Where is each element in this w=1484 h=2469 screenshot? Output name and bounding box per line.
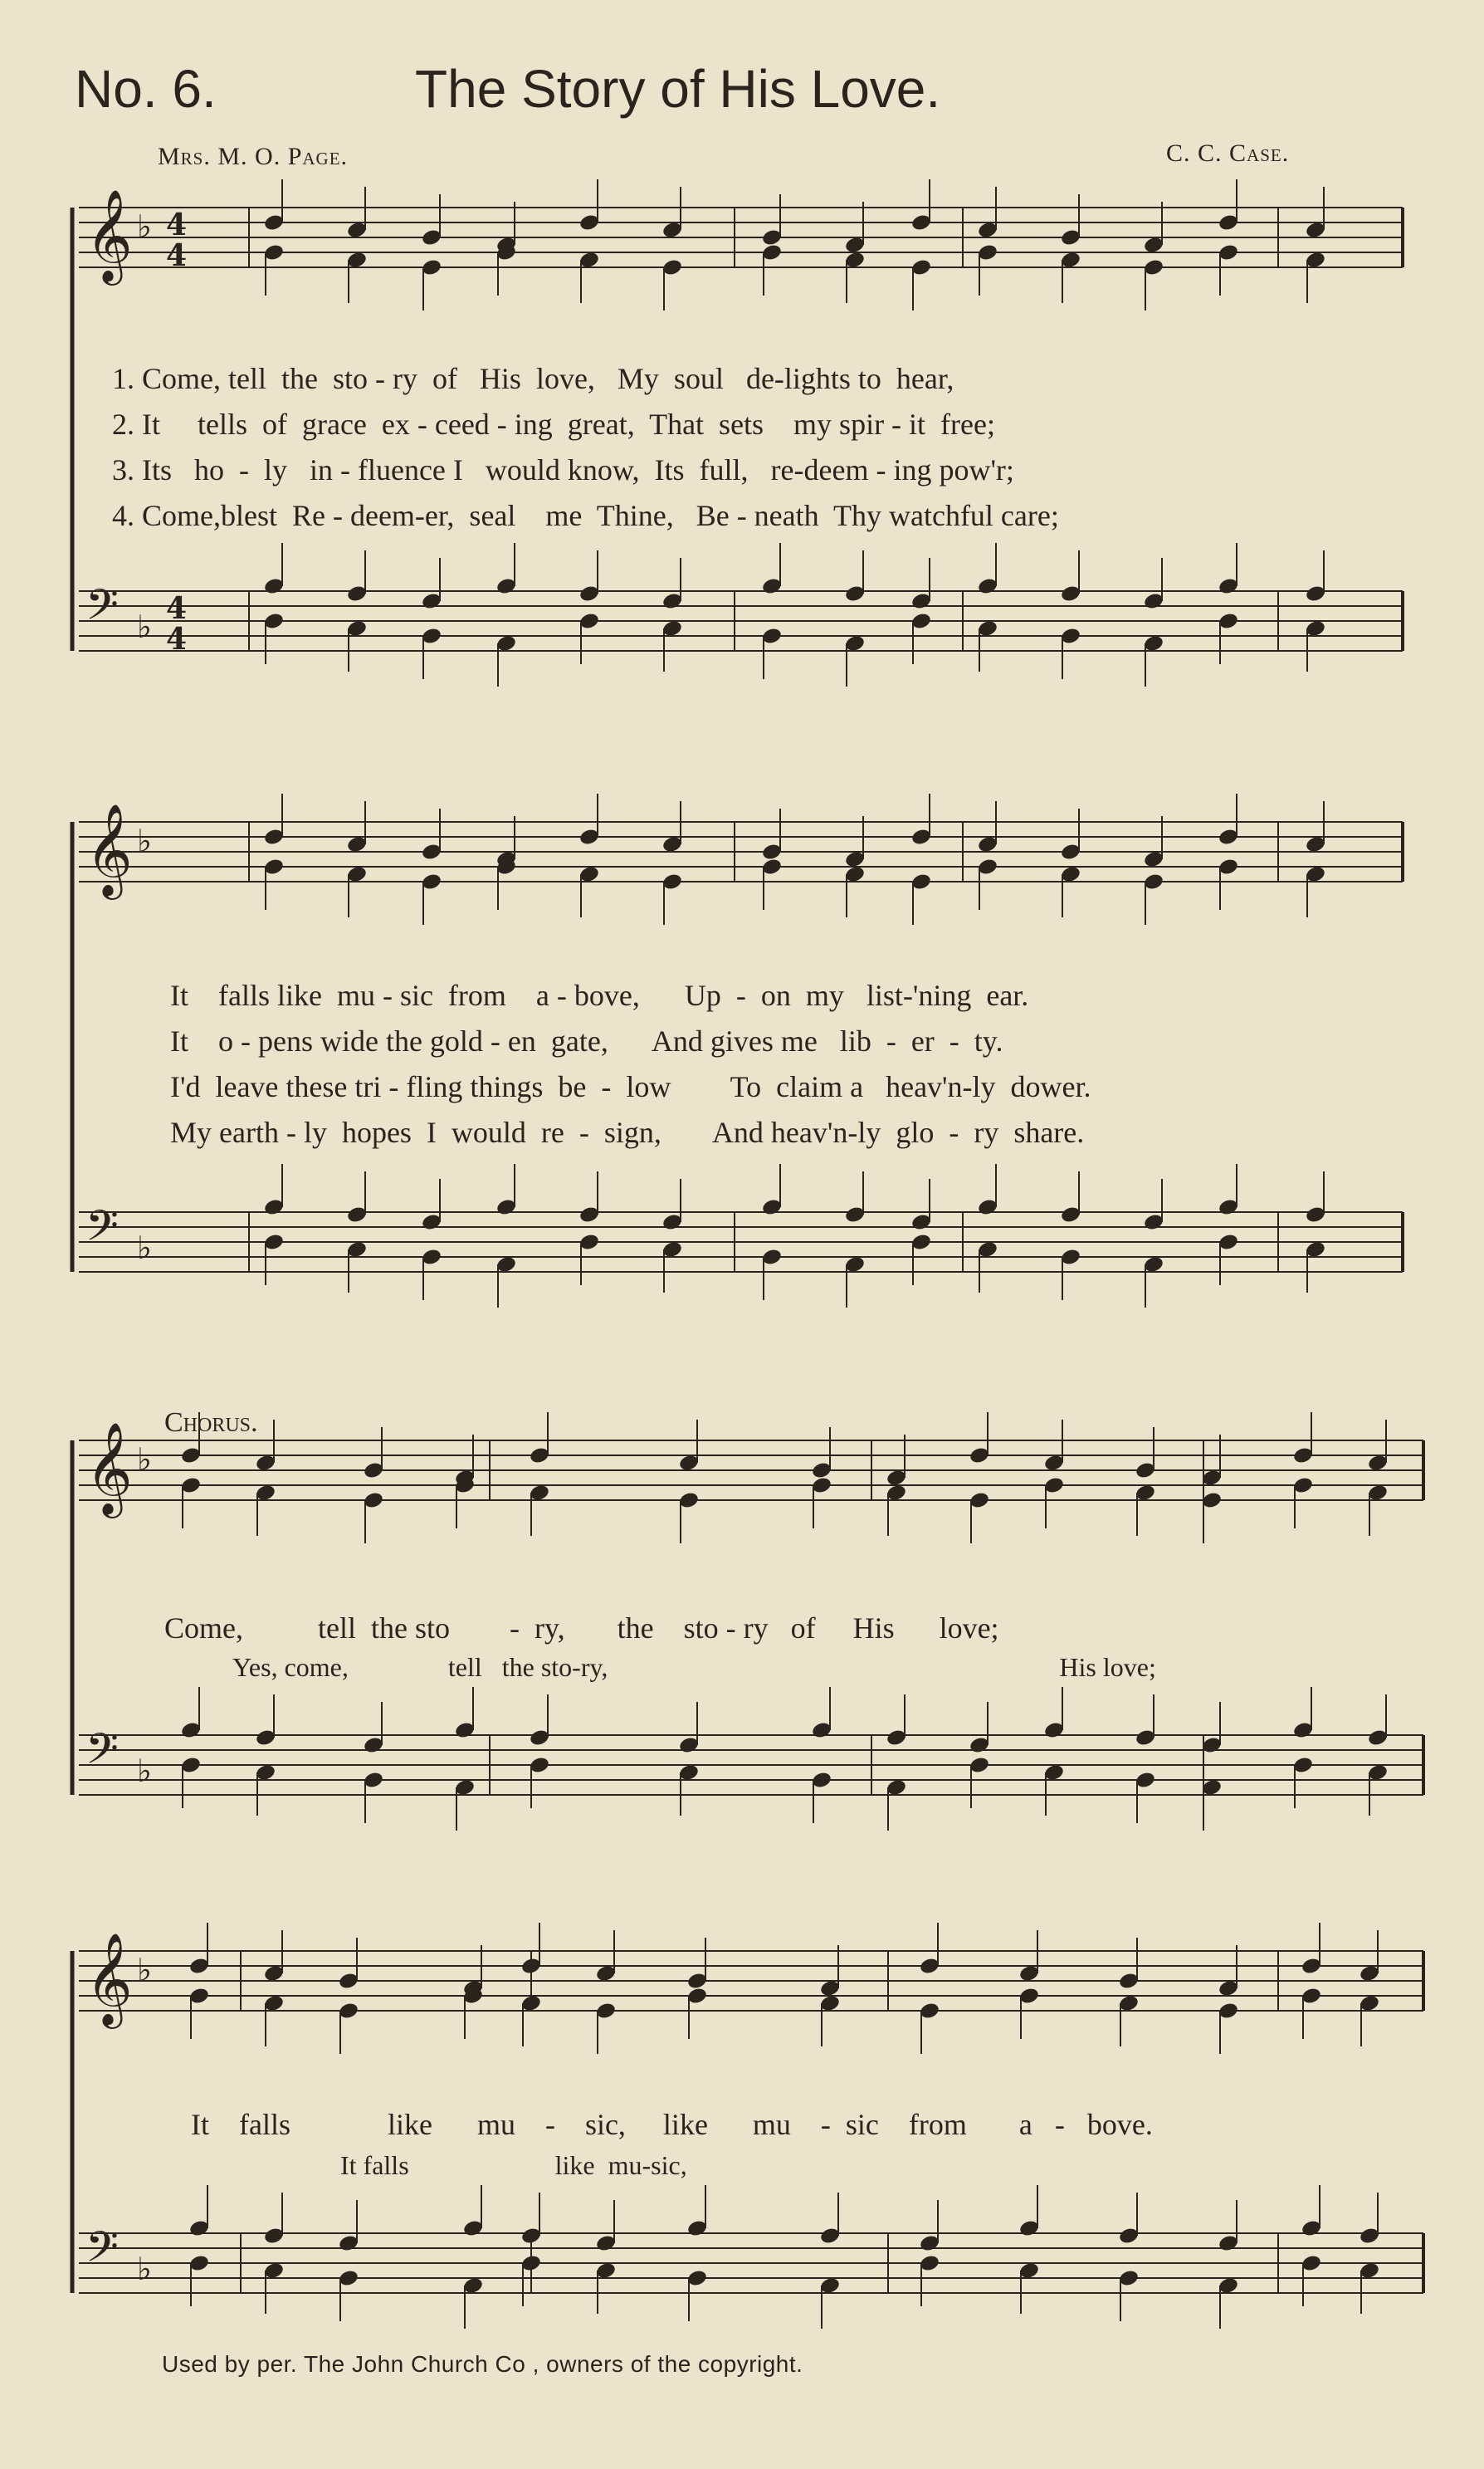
bass-clef-icon: 𝄢 <box>85 1723 119 1784</box>
chorus-lyric-line-2: It falls like mu - sic, like mu - sic from a - bove. <box>191 2108 1153 2141</box>
time-signature-icon: 4 <box>166 208 188 242</box>
chorus-lyric-line-1: Come, tell the sto - ry, the sto - ry of His love; <box>164 1611 999 1645</box>
treble-clef-icon: 𝄞 <box>85 1421 133 1514</box>
verse-2-line-2: It o - pens wide the gold - en gate, And gives me lib - er - ty. <box>170 1024 1003 1058</box>
flat-sign-icon: ♭ <box>137 823 152 859</box>
flat-sign-icon: ♭ <box>137 609 152 645</box>
flat-sign-icon: ♭ <box>137 208 152 245</box>
chorus-alt-lyric-line-2: It falls like mu-sic, <box>340 2150 687 2180</box>
flat-sign-icon: ♭ <box>137 2251 152 2287</box>
flat-sign-icon: ♭ <box>137 1441 152 1478</box>
time-signature-icon: 4 <box>166 622 188 657</box>
treble-clef-icon: 𝄞 <box>85 188 133 281</box>
author-credit: Mrs. M. O. Page. <box>158 143 349 170</box>
flat-sign-icon: ♭ <box>137 1952 152 1988</box>
verse-4-line-2: My earth - ly hopes I would re - sign, And heav'n-ly glo - ry share. <box>170 1116 1085 1149</box>
copyright-footer: Used by per. The John Church Co , owners of the copyright. <box>162 2351 803 2377</box>
hymn-title: The Story of His Love. <box>415 59 941 119</box>
composer-credit: C. C. Case. <box>1166 139 1290 167</box>
bass-clef-icon: 𝄢 <box>85 2222 119 2282</box>
verse-4-line-1: 4. Come,blest Re - deem-er, seal me Thine, Be - neath Thy watchful care; <box>112 499 1059 532</box>
verse-1-line-1: 1. Come, tell the sto - ry of His love, My soul de-lights to hear, <box>112 362 954 395</box>
treble-clef-icon: 𝄞 <box>85 1932 133 2025</box>
verse-3-line-1: 3. Its ho - ly in - fluence I would know, Its full, re-deem - ing pow'r; <box>112 453 1014 486</box>
time-signature-icon: 4 <box>166 591 188 626</box>
time-signature-icon: 4 <box>166 238 188 273</box>
chorus-label: Chorus. <box>164 1407 258 1438</box>
chorus-alt-lyric-line-1: Yes, come, tell the sto-ry, His love; <box>232 1652 1156 1682</box>
bass-clef-icon: 𝄢 <box>85 579 119 640</box>
flat-sign-icon: ♭ <box>137 1230 152 1266</box>
treble-clef-icon: 𝄞 <box>85 803 133 896</box>
flat-sign-icon: ♭ <box>137 1753 152 1789</box>
verse-3-line-2: I'd leave these tri - fling things be - low To claim a heav'n-ly dower. <box>170 1070 1091 1103</box>
verse-2-line-1: 2. It tells of grace ex - ceed - ing great, That sets my spir - it free; <box>112 408 995 441</box>
bass-clef-icon: 𝄢 <box>85 1200 119 1261</box>
verse-1-line-2: It falls like mu - sic from a - bove, Up - on my list-'ning ear. <box>170 979 1029 1012</box>
hymn-number: No. 6. <box>75 59 217 119</box>
